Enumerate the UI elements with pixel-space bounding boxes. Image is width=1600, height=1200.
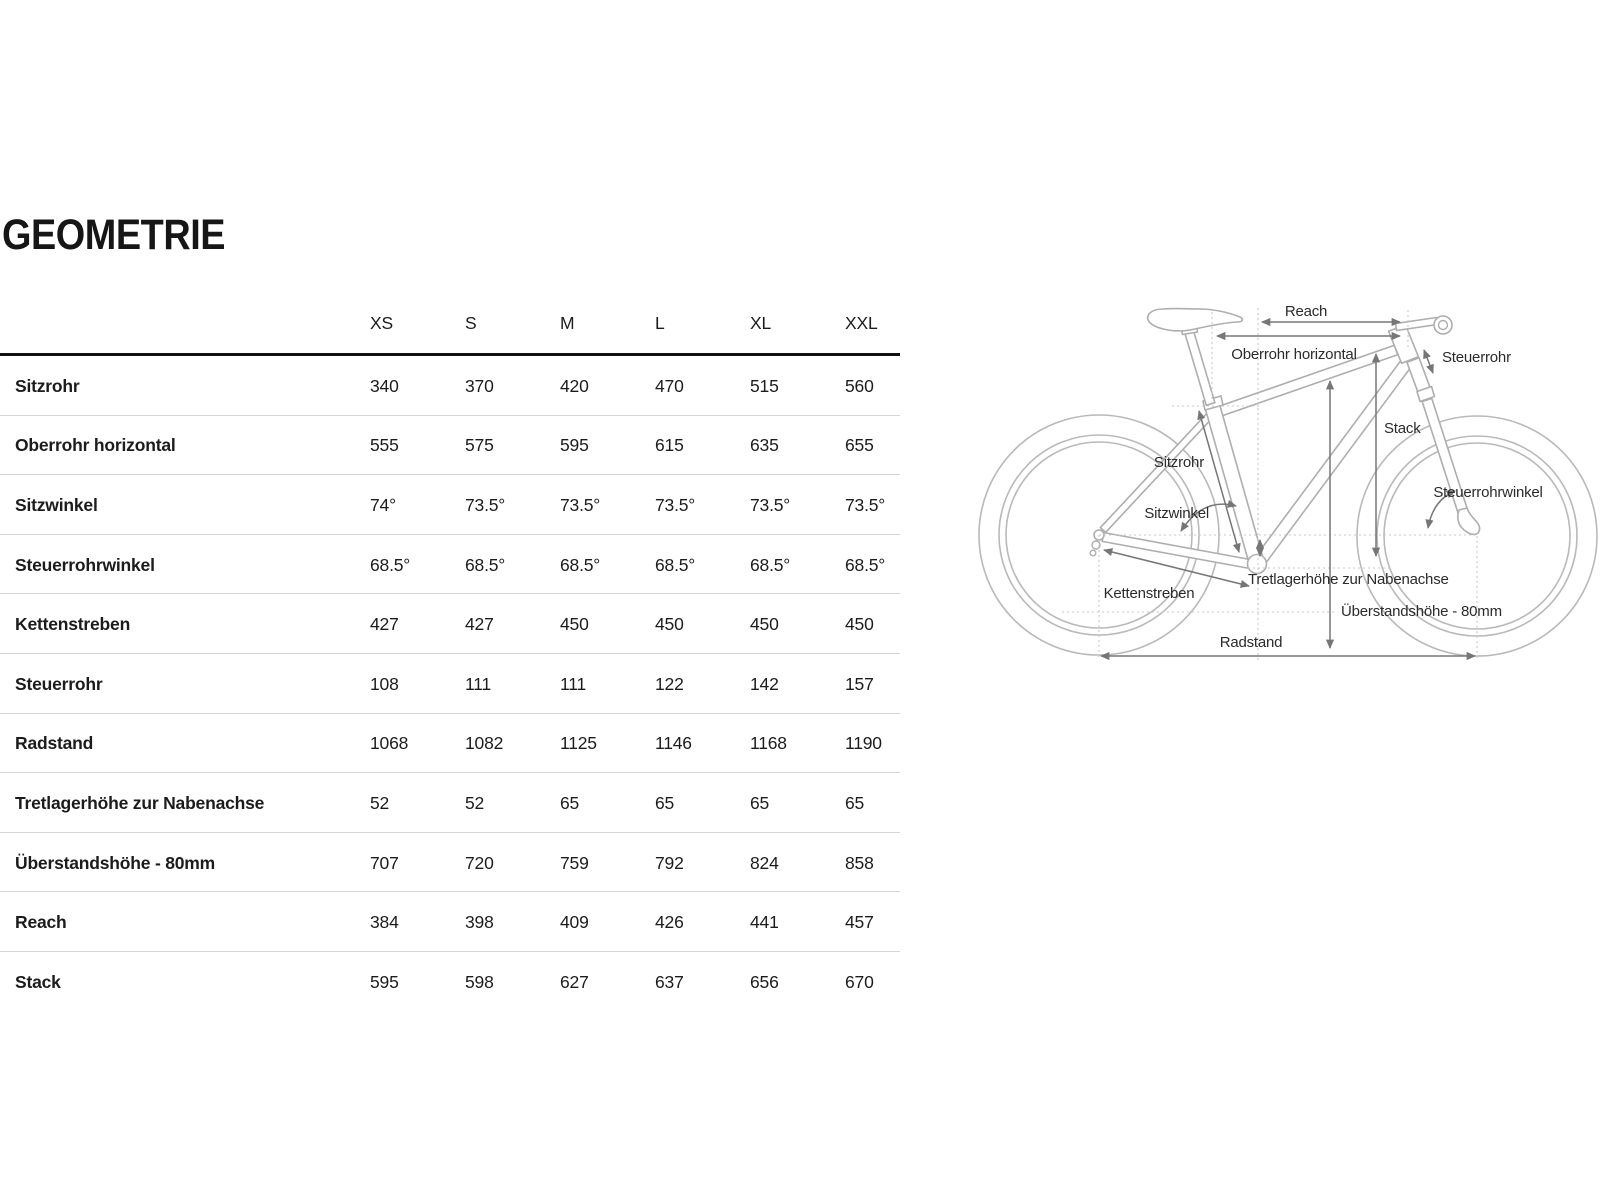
stack-label: Stack [1384,420,1421,437]
table-row [0,713,900,773]
stem [1396,318,1438,331]
oberrohr-label: Oberrohr horizontal [1231,346,1357,363]
size-header: XS [358,292,453,355]
steuerrohrwinkel-label: Steuerrohrwinkel [1433,484,1543,501]
row-value: 52 [453,773,548,833]
size-header-row [0,292,900,355]
row-value: 450 [548,594,643,654]
row-value: 759 [548,832,643,892]
row-value: 1068 [358,713,453,773]
row-value: 340 [358,355,453,416]
row-value: 655 [833,415,900,475]
table-row [0,653,900,713]
tretlagerhoehe-label: Tretlagerhöhe zur Nabenachse [1248,571,1449,588]
page-title: GEOMETRIE [2,211,226,259]
row-value: 122 [643,653,738,713]
row-value: 73.5° [833,475,900,535]
row-value: 68.5° [738,534,833,594]
row-value: 68.5° [833,534,900,594]
saddle [1148,309,1243,331]
row-value: 73.5° [548,475,643,535]
row-value: 52 [358,773,453,833]
row-value: 74° [358,475,453,535]
row-value: 560 [833,355,900,416]
size-header: XXL [833,292,900,355]
table-row [0,892,900,952]
row-value: 1082 [453,713,548,773]
row-value: 1125 [548,713,643,773]
row-value: 73.5° [453,475,548,535]
row-label: Reach [0,892,358,952]
row-value: 65 [548,773,643,833]
sitzrohr-label: Sitzrohr [1153,454,1204,471]
row-value: 142 [738,653,833,713]
geometry-table [0,292,900,1011]
table-row [0,534,900,594]
row-value: 1146 [643,713,738,773]
row-value: 68.5° [643,534,738,594]
row-value: 427 [358,594,453,654]
row-value: 384 [358,892,453,952]
reach-label: Reach [1284,303,1328,320]
row-value: 598 [465,971,494,992]
row-value: 595 [548,415,643,475]
row-label: Stack [15,971,61,992]
row-value: 427 [453,594,548,654]
row-value: 157 [833,653,900,713]
size-header: L [643,292,738,355]
row-label: Überstandshöhe - 80mm [0,832,358,892]
row-value: 68.5° [358,534,453,594]
table-row [0,832,900,892]
row-value: 111 [548,653,643,713]
table-row [0,355,900,416]
row-value: 615 [643,415,738,475]
row-label: Radstand [0,713,358,773]
row-label: Sitzrohr [0,355,358,416]
row-value: 457 [833,892,900,952]
row-value: 370 [453,355,548,416]
row-value: 65 [738,773,833,833]
row-value: 720 [453,832,548,892]
size-header: XL [738,292,833,355]
row-value: 670 [845,971,874,992]
row-value: 1168 [738,713,833,773]
row-value: 73.5° [738,475,833,535]
rear-dropout [1090,530,1104,556]
row-value: 450 [833,594,900,654]
row-value: 73.5° [643,475,738,535]
size-header-spacer [0,292,358,355]
row-value: 450 [643,594,738,654]
sitzwinkel-label: Sitzwinkel [1144,505,1209,522]
row-value: 426 [643,892,738,952]
table-row [0,773,900,833]
size-header: S [453,292,548,355]
row-label: Sitzwinkel [0,475,358,535]
row-value: 65 [833,773,900,833]
steuerrohr-label: Steuerrohr [1442,349,1511,366]
row-value: 111 [453,653,548,713]
row-label: Kettenstreben [0,594,358,654]
row-value: 450 [738,594,833,654]
row-value: 637 [655,971,684,992]
table-row [0,594,900,654]
fork [1407,358,1480,535]
row-value: 441 [738,892,833,952]
row-label: Steuerrohr [0,653,358,713]
row-value: 470 [643,355,738,416]
chain-stay [1102,533,1251,569]
table-row [0,415,900,475]
radstand-label: Radstand [1219,634,1283,651]
table-row [0,475,900,535]
table-row [0,951,900,1010]
row-value: 555 [358,415,453,475]
row-value: 108 [358,653,453,713]
row-value: 398 [453,892,548,952]
row-value: 409 [548,892,643,952]
row-label: Oberrohr horizontal [0,415,358,475]
row-value: 824 [738,832,833,892]
row-value: 515 [738,355,833,416]
bike-diagram [950,280,1600,690]
row-value: 707 [358,832,453,892]
row-value: 627 [560,971,589,992]
row-value: 1190 [833,713,900,773]
row-value: 575 [453,415,548,475]
row-label: Tretlagerhöhe zur Nabenachse [0,773,358,833]
row-value: 420 [548,355,643,416]
size-header: M [548,292,643,355]
head-tube [1389,325,1419,364]
row-value: 68.5° [453,534,548,594]
seat-tube [1205,403,1264,566]
row-value: 68.5° [548,534,643,594]
kettenstreben-label: Kettenstreben [1103,585,1195,602]
row-label: Steuerrohrwinkel [0,534,358,594]
row-value: 656 [750,971,779,992]
row-value: 65 [643,773,738,833]
steuerrohr-arrow [1424,350,1433,373]
seatpost [1181,324,1215,406]
row-value: 595 [370,971,399,992]
row-value: 858 [833,832,900,892]
handlebar-grip [1434,316,1452,334]
ueberstandshoehe-label: Überstandshöhe - 80mm [1341,603,1502,620]
geometry-table-body [0,355,900,1011]
row-value: 792 [643,832,738,892]
row-value: 635 [738,415,833,475]
